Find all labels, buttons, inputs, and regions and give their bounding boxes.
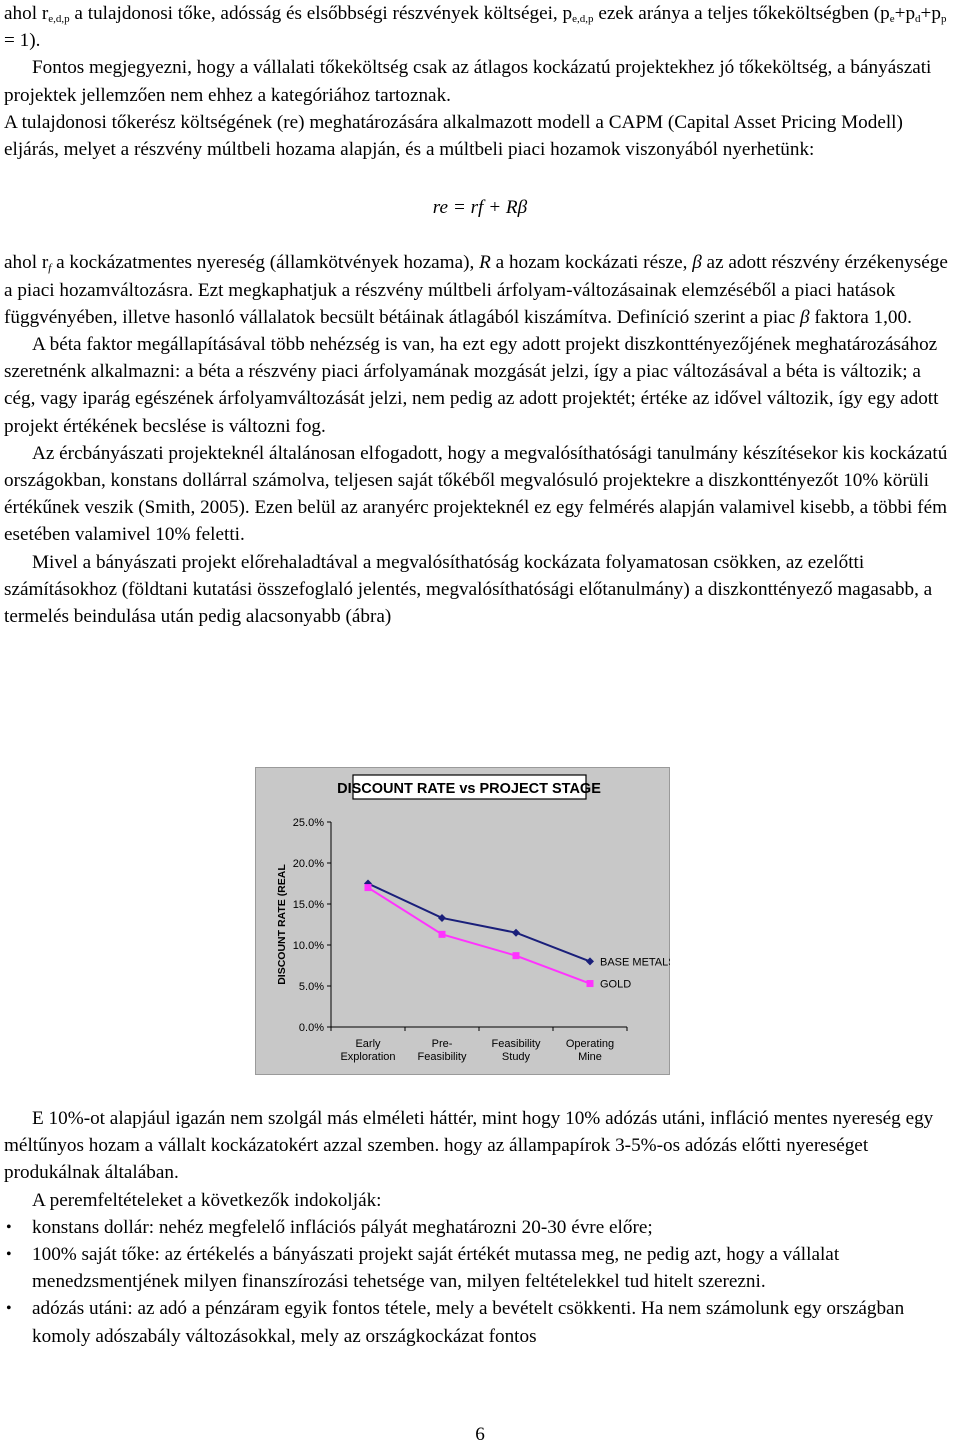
document-page <box>4 0 956 630</box>
subscript: e <box>889 13 895 25</box>
bullet-icon: • <box>6 1300 12 1318</box>
paragraph-wacc-definition <box>4 0 956 54</box>
paragraph-capm-intro: A tulajdonosi tőkerész költségének (re) meghatározására alkalmazott modell a CAPM (Capital Asset Pricing Modell) eljárás, melyet a részvény múltbeli hozama alapján, és a múltbeli piaci hozamok viszonyából nyerhetünk: <box>4 111 903 161</box>
data-point <box>439 931 446 938</box>
y-tick-label: 20.0% <box>292 858 324 870</box>
text-run: ezek aránya a teljes tőkeköltségben (p <box>593 3 890 24</box>
subscript: d <box>915 13 921 25</box>
chart-title: DISCOUNT RATE vs PROJECT STAGE <box>337 781 601 797</box>
paragraph-capm-explanation <box>4 249 956 331</box>
text-run: +p <box>920 3 941 24</box>
conditions-list <box>4 1214 956 1350</box>
x-tick-label: Operating <box>565 1038 615 1050</box>
text-run: a tulajdonosi tőke, adósság és elsőbbségi részvények költségei, p <box>69 3 573 24</box>
y-tick-label: 0.0% <box>298 1022 324 1034</box>
data-point <box>587 980 594 987</box>
legend-label: BASE METALS <box>600 956 670 969</box>
text-run: +p <box>894 3 916 24</box>
symbol-r: R <box>479 252 491 274</box>
symbol-beta: β <box>692 252 702 274</box>
list-item <box>4 1214 956 1241</box>
chart-svg <box>255 767 670 1075</box>
y-tick-label: 5.0% <box>298 981 324 993</box>
x-tick-label: Mine <box>578 1051 602 1063</box>
document-page-continued <box>4 1105 956 1350</box>
paragraph-note: Fontos megjegyezni, hogy a vállalati tőkeköltség csak az átlagos kockázatú projektekhez jó tőkeköltség, a bányászati projektek jellemzően nem ehhez a kategóriához tartoznak. <box>4 57 932 106</box>
y-tick-label: 15.0% <box>292 899 324 911</box>
x-tick-label: Early <box>355 1038 381 1050</box>
y-tick-label: 10.0% <box>292 940 324 952</box>
y-tick-label: 25.0% <box>292 817 324 829</box>
subscript: p <box>940 13 947 25</box>
page-number: 6 <box>475 1424 485 1445</box>
x-tick-label: Pre- <box>431 1038 453 1050</box>
paragraph-beta-difficulty: A béta faktor megállapításával több nehézség is van, ha ezt egy adott projekt diszkonttényezőjének meghatározásához szeretnénk alkalmazni: a béta a részvény piaci árfolyamának mozgását jelzi, így a piac változásával a béta is változik; a cég, vagy iparág egészének árfolyamváltozását jelzi, nem pedig az adott projektét; értéke az idővel változik, így egy adott projekt értékének becslése is változni fog. <box>4 334 939 437</box>
capm-formula: re = rf + Rβ <box>432 197 528 219</box>
list-item-text: adózás utáni: az adó a pénzáram egyik fontos tétele, mely a bevételt csökkenti. Ha nem számolunk egy országban komoly adószabály változásokkal, mely az országkockázat fontos <box>32 1298 905 1347</box>
text-run: a hozam kockázati része, <box>490 252 693 274</box>
subscript: f <box>48 262 52 275</box>
text-run: ahol r <box>4 3 49 24</box>
bullet-icon: • <box>6 1246 12 1264</box>
list-item-text: konstans dollár: nehéz megfelelő inflációs pályát meghatározni 20-30 évre előre; <box>32 1216 653 1238</box>
x-tick-label: Feasibility <box>417 1051 467 1063</box>
list-item-text: 100% saját tőke: az értékelés a bányászati projekt saját értékét mutassa meg, ne pedig azt, hogy a vállalat menedzsmentjének milyen finanszírozási tehetsége van, milyen feltételekkel tud hitelt szerezni. <box>32 1244 840 1293</box>
bullet-icon: • <box>6 1218 12 1236</box>
list-item <box>4 1295 956 1349</box>
text-run: faktora 1,00. <box>809 306 912 328</box>
x-tick-label: Exploration <box>340 1051 396 1063</box>
subscript: e,d,p <box>572 13 594 25</box>
text-run: = 1). <box>4 30 41 52</box>
paragraph-ten-percent: E 10%-ot alapjául igazán nem szolgál más elméleti háttér, mint hogy 10% adózás utáni, infláció mentes nyereség egy méltűnyos hozam a vállalt kockázatokért azzal szemben. hogy az állampapírok 3-5%-os adózás előtti nyereséget produkálnak általában. <box>4 1108 934 1184</box>
symbol-beta: β <box>800 306 810 328</box>
list-item <box>4 1241 956 1295</box>
subscript: e,d,p <box>48 13 70 25</box>
legend-label: GOLD <box>600 978 632 991</box>
x-tick-label: Study <box>501 1051 531 1063</box>
chart-ylabel: DISCOUNT RATE (REAL <box>276 864 288 985</box>
data-point <box>513 952 520 959</box>
text-run: az adott részvény érzékenysége a piaci hozamváltozásra. Ezt megkaphatjuk a részvény múltbeli árfolyam-változásainak elemzéséből a piaci hatások függvényében, illetve hasonló vállalatok becsült bétáinak átlagából kiszámítva. Definíció szerint a piac <box>4 252 948 328</box>
paragraph-conditions: A peremfeltételeket a következők indokolják: <box>32 1189 382 1211</box>
data-point <box>365 884 372 891</box>
x-tick-label: Feasibility <box>491 1038 541 1050</box>
text-run: ahol r <box>4 252 49 274</box>
paragraph-discount-rate: Az ércbányászati projekteknél általánosan elfogadott, hogy a megvalósíthatósági tanulmány készítésekor kis kockázatú országokban, konstans dollárral számolva, teljesen saját tőkéből megvalósuló projektekre a diszkonttényezőt 10% körüli értékűnek veszik (Smith, 2005). Ezen belül az aranyérc projekteknél ez egy felmérés alapján valamivel kisebb, a többi fém esetében valamivel 10% feletti. <box>4 442 948 546</box>
text-run: a kockázatmentes nyereség (államkötvények hozama), <box>51 252 480 274</box>
discount-rate-chart <box>255 767 670 1075</box>
paragraph-project-stage: Mivel a bányászati projekt előrehaladtával a megvalósíthatóság kockázata folyamatosan csökken, az ezelőtti számításokhoz (földtani kutatási összefoglaló jelentés, megvalósíthatósági előtanulmány) a diszkonttényező magasabb, a termelés beindulása után pedig alacsonyabb (ábra) <box>4 551 933 628</box>
